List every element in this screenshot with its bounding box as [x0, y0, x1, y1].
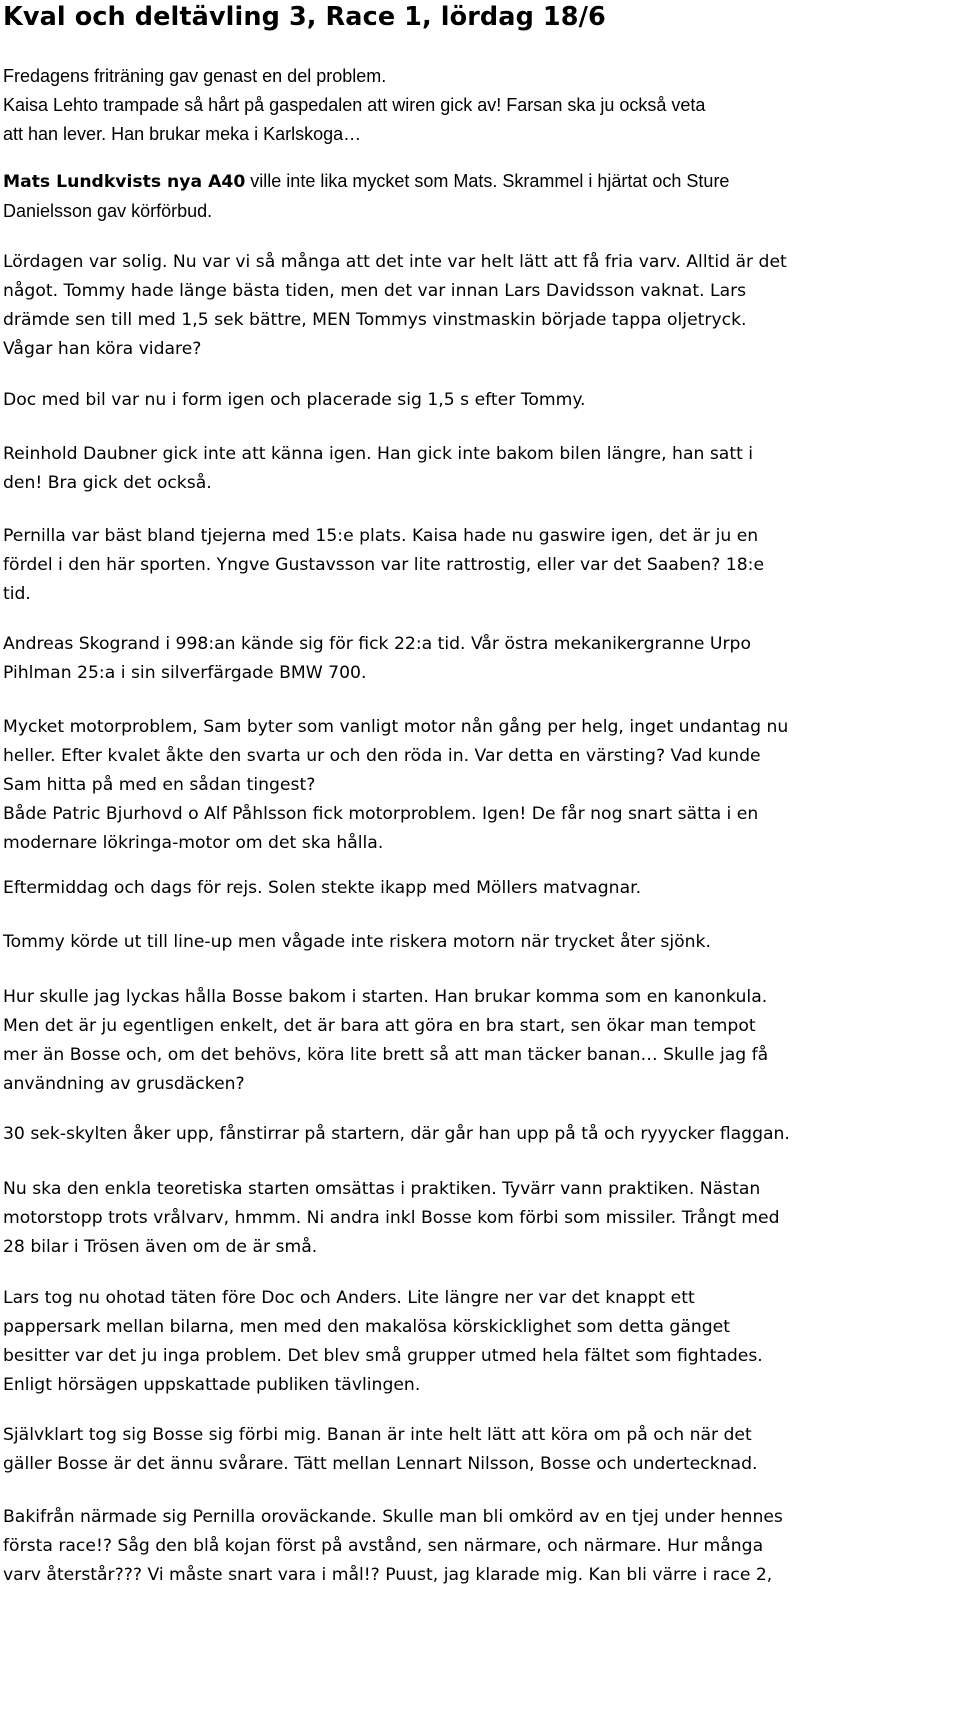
paragraph-tommy-lineup	[3, 928, 953, 957]
text-line: Pernilla var bäst bland tjejerna med 15:e plats. Kaisa hade nu gaswire igen, det är ju en	[3, 526, 759, 546]
text-line: något. Tommy hade länge bästa tiden, men det var innan Lars Davidsson vaknat. Lars	[3, 281, 747, 301]
paragraph-doc	[3, 386, 953, 415]
paragraph-afternoon	[3, 874, 953, 903]
text-line: modernare lökringa-motor om det ska hålla.	[3, 833, 384, 853]
text-line: drämde sen till med 1,5 sek bättre, MEN Tommys vinstmaskin började tappa oljetryck.	[3, 310, 747, 330]
text-line: Självklart tog sig Bosse sig förbi mig. Banan är inte helt lätt att köra om på och när det	[3, 1425, 752, 1445]
text-line: 28 bilar i Trösen även om de är små.	[3, 1237, 318, 1257]
paragraph-bosse-pass	[3, 1421, 953, 1479]
text-line: motorstopp trots vrålvarv, hmmm. Ni andra inkl Bosse kom förbi som missiler. Trångt med	[3, 1208, 780, 1228]
text-line: Sam hitta på med en sådan tingest?	[3, 775, 316, 795]
paragraph-lars-lead	[3, 1284, 953, 1400]
text-line: tid.	[3, 584, 31, 604]
text-line: besitter var det ju inga problem. Det blev små grupper utmed hela fältet som fightades.	[3, 1346, 763, 1366]
text-line: Eftermiddag och dags för rejs. Solen stekte ikapp med Möllers matvagnar.	[3, 878, 642, 898]
text-line: Pihlman 25:a i sin silverfärgade BMW 700.	[3, 663, 367, 683]
text-line: pappersark mellan bilarna, men med den makalösa körskicklighet som detta gänget	[3, 1317, 730, 1337]
text-line: Enligt hörsägen uppskattade publiken tävlingen.	[3, 1375, 421, 1395]
text-line: Doc med bil var nu i form igen och placerade sig 1,5 s efter Tommy.	[3, 390, 586, 410]
text-line: Kaisa Lehto trampade så hårt på gaspedalen att wiren gick av! Farsan ska ju också veta	[3, 95, 706, 115]
paragraph-motor-problems	[3, 713, 953, 858]
text-line: Lördagen var solig. Nu var vi så många att det inte var helt lätt att få fria varv. Alltid är det	[3, 252, 787, 272]
paragraph-friday-practice	[3, 62, 953, 149]
text-line: Andreas Skogrand i 998:an kände sig för fick 22:a tid. Vår östra mekanikergranne Urpo	[3, 634, 751, 654]
paragraph-pernilla-behind	[3, 1503, 953, 1590]
text-line: Vågar han köra vidare?	[3, 339, 202, 359]
text-fragment: ville inte lika mycket som Mats. Skrammel i hjärtat och Sture	[245, 171, 730, 191]
paragraph-pernilla	[3, 522, 953, 609]
text-line: mer än Bosse och, om det behövs, köra lite brett så att man täcker banan… Skulle jag få	[3, 1045, 769, 1065]
text-line: Bakifrån närmade sig Pernilla oroväckande. Skulle man bli omkörd av en tjej under hennes	[3, 1507, 783, 1527]
paragraph-mats-lundkvist	[3, 167, 953, 226]
paragraph-andreas	[3, 630, 953, 688]
bold-car-name: Mats Lundkvists nya A40	[3, 172, 246, 192]
page-title: Kval och deltävling 3, Race 1, lördag 18/6	[3, 2, 606, 32]
text-line: användning av grusdäcken?	[3, 1074, 245, 1094]
paragraph-reinhold	[3, 440, 953, 498]
text-line: Mycket motorproblem, Sam byter som vanligt motor nån gång per helg, inget undantag nu	[3, 717, 789, 737]
text-line: Både Patric Bjurhovd o Alf Påhlsson fick motorproblem. Igen! De får nog snart sätta i en	[3, 804, 759, 824]
text-line: Lars tog nu ohotad täten före Doc och Anders. Lite längre ner var det knappt ett	[3, 1288, 695, 1308]
paragraph-30-sec	[3, 1120, 953, 1149]
text-line: gäller Bosse är det ännu svårare. Tätt mellan Lennart Nilsson, Bosse och undertecknad.	[3, 1454, 758, 1474]
text-line: heller. Efter kvalet åkte den svarta ur och den röda in. Var detta en värsting? Vad kunde	[3, 746, 761, 766]
text-line: Danielsson gav körförbud.	[3, 201, 213, 221]
text-line: den! Bra gick det också.	[3, 473, 212, 493]
text-line: Men det är ju egentligen enkelt, det är bara att göra en bra start, sen ökar man tempot	[3, 1016, 756, 1036]
text-line: Hur skulle jag lyckas hålla Bosse bakom i starten. Han brukar komma som en kanonkula.	[3, 987, 768, 1007]
paragraph-saturday	[3, 248, 953, 364]
paragraph-start-plan	[3, 983, 953, 1099]
text-line: fördel i den här sporten. Yngve Gustavsson var lite rattrostig, eller var det Saaben? 18:e	[3, 555, 765, 575]
text-line: att han lever. Han brukar meka i Karlskoga…	[3, 124, 362, 144]
text-line: Tommy körde ut till line-up men vågade inte riskera motorn när trycket åter sjönk.	[3, 932, 711, 952]
text-line: varv återstår??? Vi måste snart vara i mål!? Puust, jag klarade mig. Kan bli värre i race 2,	[3, 1565, 773, 1585]
paragraph-start	[3, 1175, 953, 1262]
text-line	[3, 167, 953, 197]
text-line: Fredagens friträning gav genast en del problem.	[3, 66, 387, 86]
text-line: Nu ska den enkla teoretiska starten omsättas i praktiken. Tyvärr vann praktiken. Nästan	[3, 1179, 761, 1199]
text-line: första race!? Såg den blå kojan först på avstånd, sen närmare, och närmare. Hur många	[3, 1536, 764, 1556]
text-line: 30 sek-skylten åker upp, fånstirrar på startern, där går han upp på tå och ryyycker flaggan.	[3, 1124, 790, 1144]
text-line: Reinhold Daubner gick inte att känna igen. Han gick inte bakom bilen längre, han satt i	[3, 444, 754, 464]
